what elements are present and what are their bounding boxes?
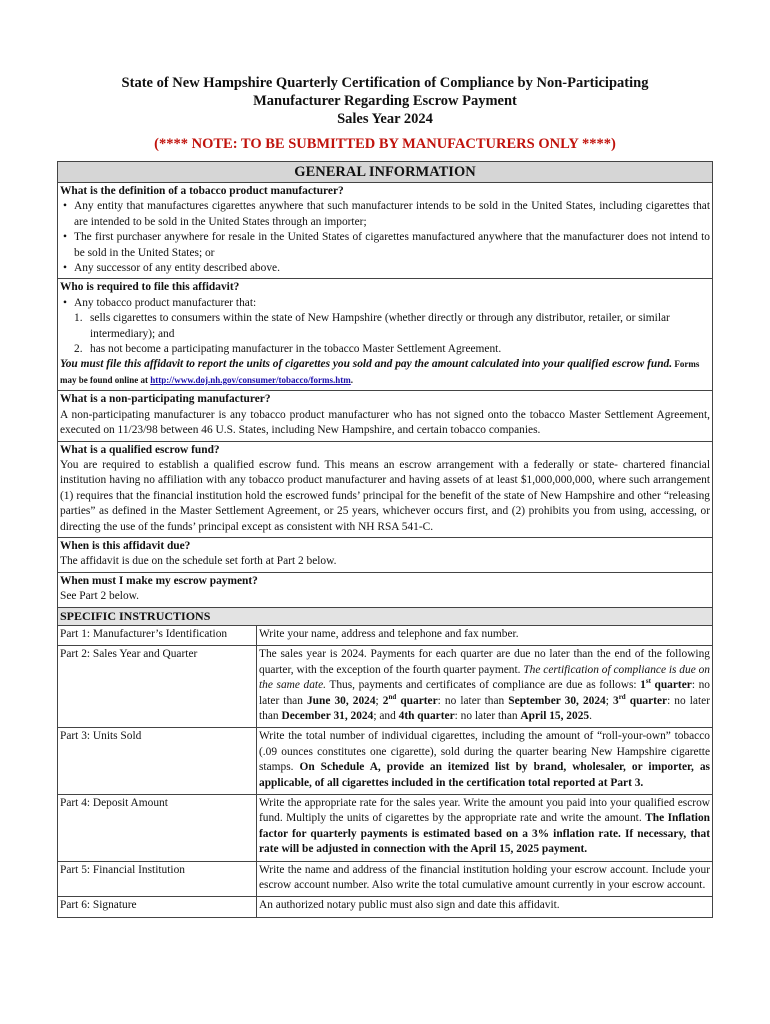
due-date-section — [58, 538, 712, 573]
quarter-suffix: nd — [388, 692, 397, 701]
part2-text: ; — [375, 694, 383, 707]
due-date-answer: The affidavit is due on the schedule set forth at Part 2 below. — [60, 555, 337, 568]
npm-section — [58, 391, 712, 441]
forms-link[interactable]: http://www.doj.nh.gov/consumer/tobacco/forms.htm — [150, 374, 351, 385]
payment-section — [58, 573, 712, 608]
part2-text: Thus, payments and certificates of compliance are due as follows: — [325, 679, 641, 692]
part-instructions: An authorized notary public must also sign and date this affidavit. — [259, 899, 560, 912]
part2-text: : no later than — [259, 694, 710, 722]
due-date: June 30, 2024 — [306, 694, 376, 707]
part3-bold: On Schedule A, provide an itemized list by brand, wholesaler, or importer, as applicable, of all cigarettes included in the certification total reported at Part 3. — [259, 761, 710, 789]
item-text: sells cigarettes to consumers within the state of New Hampshire (whether directly or through any distributor, retailer, or similar intermediary); and — [90, 312, 670, 340]
specific-instructions-heading: SPECIFIC INSTRUCTIONS — [58, 608, 712, 626]
who-files-section — [58, 279, 712, 391]
parts-table — [58, 626, 712, 917]
must-file-text: You must file this affidavit to report the units of cigarettes you sold and pay the amount calculated into your qualified escrow fund. — [60, 358, 673, 371]
definition-section — [58, 183, 712, 279]
table-row — [58, 646, 712, 728]
item-number: 1. — [74, 312, 83, 325]
due-date: September 30, 2024 — [508, 694, 606, 707]
quarter-suffix: st — [645, 677, 651, 686]
who-files-question: Who is required to file this affidavit? — [60, 281, 240, 294]
escrow-fund-answer: You are required to establish a qualified escrow fund. This means an escrow arrangement with a federally or state- chartered financial institution having no affiliation with any tobacco product manufacturer and having assets of at least $1,000,000,000, where such arrangement (1) requires that the financial institution hold the escrowed funds’ principal for the benefit of the state of New Hampshire and other “releasing parties” as defined in the Master Settlement Agreement, or 25 years, whichever occurs first, and (2) prohibits you from using, accessing, or directing the use of the funds’ principal except as consistent with NH RSA 541-C. — [60, 458, 710, 533]
part2-text: : no later than — [437, 694, 509, 707]
who-files-item — [60, 311, 710, 342]
who-files-bullet: • Any tobacco product manufacturer that: — [60, 296, 710, 311]
item-text: has not become a participating manufacturer in the tobacco Master Settlement Agreement. — [90, 343, 502, 356]
npm-question: What is a non-participating manufacturer? — [60, 393, 271, 406]
escrow-fund-question: What is a qualified escrow fund? — [60, 443, 220, 456]
quarter-word: quarter — [625, 694, 668, 707]
item-number: 2. — [74, 343, 83, 356]
must-file-statement — [60, 357, 710, 388]
title-line-3: Sales Year 2024 — [337, 111, 433, 127]
forms-end: . — [350, 374, 354, 385]
part2-text: ; — [605, 694, 613, 707]
escrow-fund-section — [58, 442, 712, 538]
part-label: Part 2: Sales Year and Quarter — [58, 646, 257, 728]
definition-question: What is the definition of a tobacco product manufacturer? — [60, 185, 344, 197]
quarter-ordinal: 3 — [612, 694, 619, 707]
due-date-question: When is this affidavit due? — [60, 539, 191, 552]
part-label: Part 3: Units Sold — [58, 728, 257, 795]
title-line-2: Manufacturer Regarding Escrow Payment — [253, 93, 517, 109]
part2-text: . — [589, 710, 592, 722]
quarter-word: quarter — [650, 679, 692, 692]
quarter-word: quarter — [396, 694, 438, 707]
part-label: Part 1: Manufacturer’s Identification — [58, 626, 257, 646]
part2-text: : no later than — [259, 679, 710, 707]
who-files-item — [60, 342, 710, 357]
instructions-table — [57, 161, 713, 918]
definition-list — [60, 199, 710, 276]
due-date: April 15, 2025 — [520, 710, 590, 722]
payment-answer: See Part 2 below. — [60, 590, 139, 603]
part-label: Part 6: Signature — [58, 897, 257, 917]
part2-text: : no later than — [454, 710, 521, 722]
part2-italic: The certification of compliance is due on the same date. — [259, 663, 710, 692]
forms-text: Forms may be found online at — [60, 359, 700, 385]
payment-question: When must I make my escrow payment? — [60, 574, 258, 587]
part2-text: ; and — [373, 710, 399, 722]
document-title — [0, 74, 770, 128]
quarter-ordinal: 2 — [382, 694, 389, 707]
table-row — [58, 897, 712, 917]
part4-text: Write the appropriate rate for the sales year. Write the amount you paid into your qualified escrow fund. Multiply the units of cigarettes by the appropriate rate and write the amount. — [259, 797, 710, 825]
definition-bullet: • The first purchaser anywhere for resale in the United States of cigarettes manufactured anywhere that the manufacturer does not intend to be sold in the United States; or — [60, 230, 710, 261]
part-instructions: Write the name and address of the financial institution holding your escrow account. Include your escrow account number. Also write the total cumulative amount currently in your escrow account. — [257, 861, 713, 897]
definition-bullet: • Any entity that manufactures cigarettes anywhere that such manufacturer intends to be sold in the United States, including cigarettes that are intended to be sold in the United States through an importer; — [60, 199, 710, 230]
npm-answer: A non-participating manufacturer is any tobacco product manufacturer who has not signed onto the tobacco Master Settlement Agreement, executed on 11/23/98 between 46 U.S. States, including New Hampshire, and certain tobacco companies. — [60, 408, 710, 437]
quarter-ordinal: 1 — [640, 679, 646, 692]
part-label: Part 4: Deposit Amount — [58, 795, 257, 862]
submission-note: (**** NOTE: TO BE SUBMITTED BY MANUFACTURERS ONLY ****) — [154, 136, 616, 152]
part-instructions — [257, 646, 713, 728]
part-instructions — [257, 795, 713, 862]
part3-text: Write the total number of individual cigarettes, including the amount of “roll-your-own” tobacco (.09 ounces constitutes one cigarette), sold during the quarter bearing New Hampshire cigarette stamps. — [259, 730, 710, 774]
definition-bullet: • Any successor of any entity described above. — [60, 261, 710, 276]
title-line-1: State of New Hampshire Quarterly Certification of Compliance by Non-Participating — [121, 75, 649, 91]
quarter-label: 4th quarter — [398, 710, 455, 722]
general-information-heading: GENERAL INFORMATION — [58, 162, 712, 183]
table-row — [58, 861, 712, 897]
part-instructions — [257, 728, 713, 795]
part2-text: The sales year is 2024. Payments for each quarter are due no later than the end of the following quarter, with the exception of the fourth quarter payment. — [259, 648, 710, 676]
table-row — [58, 728, 712, 795]
part-label: Part 5: Financial Institution — [58, 861, 257, 897]
quarter-suffix: rd — [618, 692, 626, 701]
part4-bold: The Inflation factor for quarterly payments is estimated based on a 3% inflation rate. If necessary, that rate will be adjusted in connection with the April 15, 2025 payment. — [259, 812, 710, 856]
table-row — [58, 626, 712, 646]
due-date: December 31, 2024 — [281, 710, 374, 722]
part-instructions: Write your name, address and telephone and fax number. — [257, 626, 713, 646]
table-row — [58, 795, 712, 862]
who-files-list — [60, 296, 710, 358]
